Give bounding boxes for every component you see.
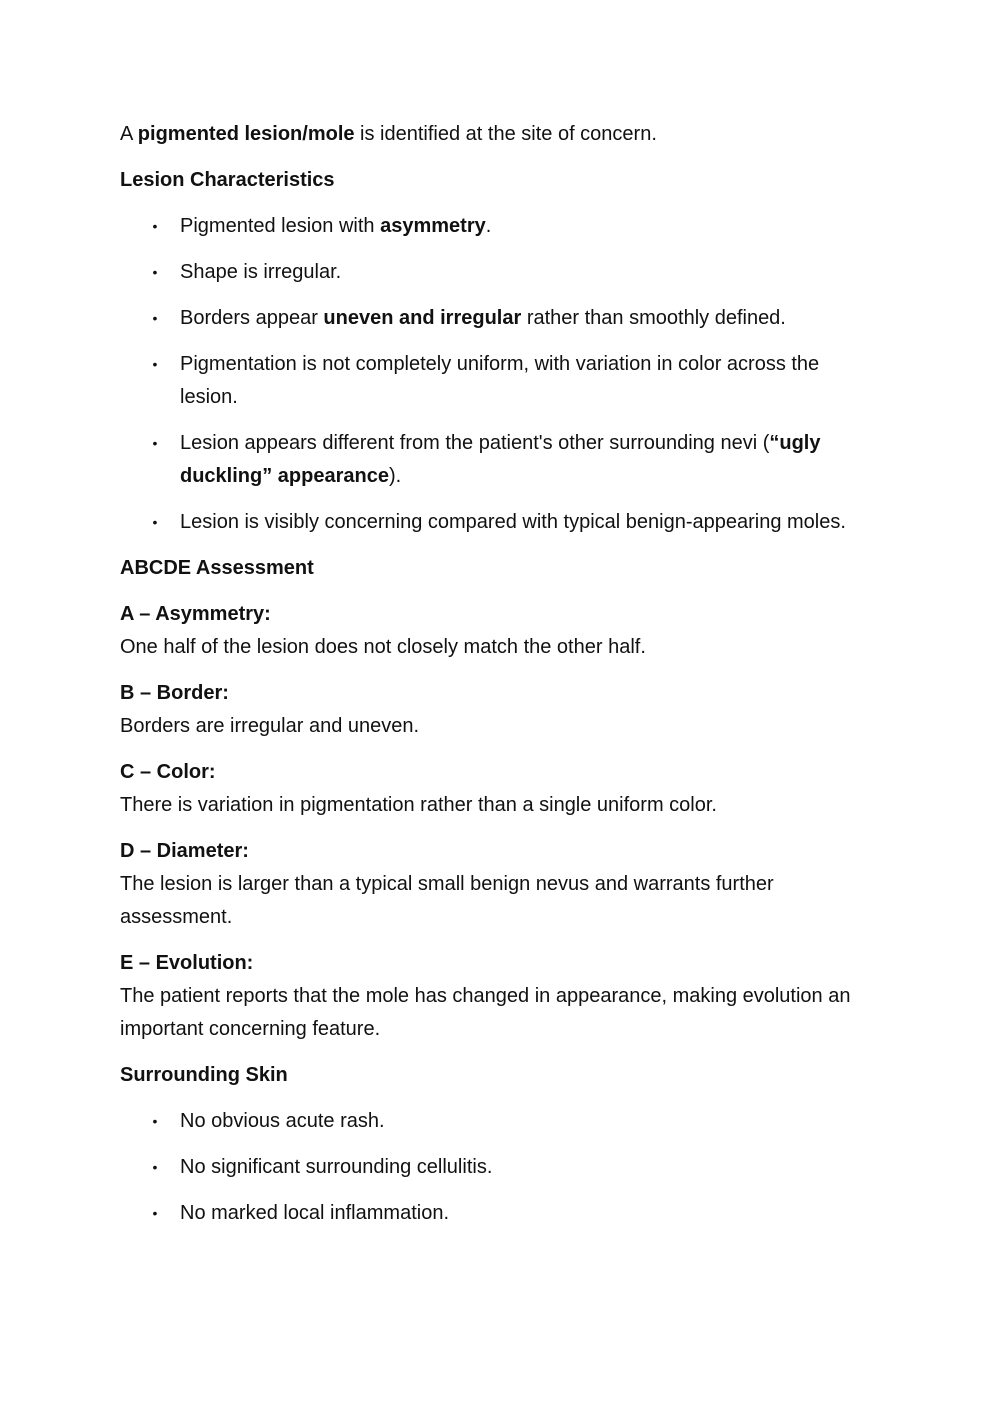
list-item (120, 302, 880, 335)
intro-text-post: is identified at the site of concern. (354, 123, 657, 145)
list-item (120, 1105, 880, 1138)
abcde-description: One half of the lesion does not closely match the other half. (120, 636, 646, 658)
abcde-label: E – Evolution: (120, 952, 254, 974)
list-item-text: Pigmented lesion with (180, 215, 381, 237)
abcde-item-evolution (120, 947, 880, 1046)
abcde-assessment-heading: ABCDE Assessment (120, 557, 314, 579)
abcde-label: A – Asymmetry: (120, 603, 271, 625)
list-item-bold-text: uneven and irregular (323, 307, 522, 329)
list-item (120, 1151, 880, 1184)
abcde-label: D – Diameter: (120, 840, 249, 862)
list-item (120, 1197, 880, 1230)
list-item-text: No significant surrounding cellulitis. (180, 1156, 493, 1178)
intro-text-pre: A (120, 123, 138, 145)
bullet-icon: • (152, 1159, 158, 1175)
intro-paragraph (120, 118, 880, 151)
abcde-label: C – Color: (120, 761, 216, 783)
list-item-text: Shape is irregular. (180, 261, 342, 283)
bullet-icon: • (152, 435, 158, 451)
list-item (120, 210, 880, 243)
abcde-description: Borders are irregular and uneven. (120, 715, 420, 737)
bullet-icon: • (152, 514, 158, 530)
list-item-text-post: . (485, 215, 492, 237)
bullet-icon: • (152, 218, 158, 234)
list-item (120, 348, 880, 414)
list-item-text-post: rather than smoothly defined. (521, 307, 786, 329)
document-page (120, 118, 880, 1243)
abcde-item-asymmetry (120, 598, 880, 664)
list-item-text: No marked local inflammation. (180, 1202, 449, 1224)
abcde-label: B – Border: (120, 682, 229, 704)
bullet-icon: • (152, 1205, 158, 1221)
bullet-icon: • (152, 1113, 158, 1129)
list-item-text: Pigmentation is not completely uniform, with variation in color across the lesion. (180, 353, 820, 408)
bullet-icon: • (152, 310, 158, 326)
lesion-characteristics-list (120, 210, 880, 539)
lesion-characteristics-heading: Lesion Characteristics (120, 169, 335, 191)
intro-text-bold: pigmented lesion/mole (137, 123, 355, 145)
surrounding-skin-list (120, 1105, 880, 1230)
list-item-text-post: ). (388, 465, 402, 487)
abcde-item-color (120, 756, 880, 822)
bullet-icon: • (152, 264, 158, 280)
list-item-text: No obvious acute rash. (180, 1110, 385, 1132)
list-item (120, 256, 880, 289)
bullet-icon: • (152, 356, 158, 372)
abcde-item-border (120, 677, 880, 743)
abcde-description: There is variation in pigmentation rather than a single uniform color. (120, 794, 717, 816)
list-item-text: Lesion appears different from the patient's other surrounding nevi ( (180, 432, 770, 454)
list-item (120, 427, 880, 493)
list-item-text: Borders appear (180, 307, 324, 329)
list-item-text: Lesion is visibly concerning compared with typical benign-appearing moles. (180, 511, 846, 533)
surrounding-skin-heading: Surrounding Skin (120, 1064, 288, 1086)
abcde-item-diameter (120, 835, 880, 934)
abcde-description: The patient reports that the mole has changed in appearance, making evolution an important concerning feature. (120, 985, 851, 1040)
abcde-description: The lesion is larger than a typical small benign nevus and warrants further assessment. (120, 873, 774, 928)
list-item (120, 506, 880, 539)
list-item-bold-text: “ugly duckling” appearance (180, 432, 821, 487)
list-item-bold-text: asymmetry (380, 215, 486, 237)
